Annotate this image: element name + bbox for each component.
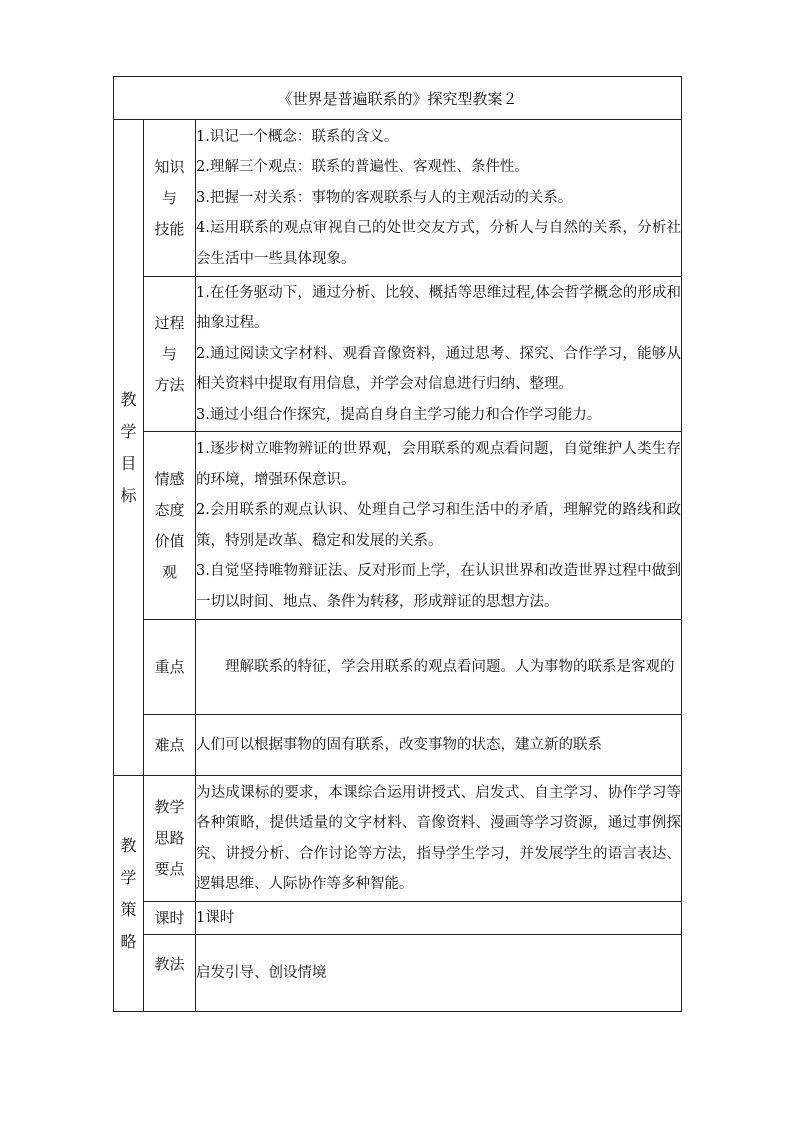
list-item: 3.自觉坚持唯物辩证法、反对形而上学，在认识世界和改造世界过程中做到一切以时间、地点、条件为转移，形成辩证的思想方法。	[196, 563, 682, 610]
teaching-approach-label: 教学 思路 要点	[144, 776, 196, 902]
approach-row	[114, 776, 682, 902]
table-title: 《世界是普遍联系的》探究型教案２	[114, 77, 682, 120]
emotion-attitude-values-label: 情感 态度 价值 观	[144, 432, 196, 620]
lesson-plan-table	[113, 76, 682, 1012]
list-item: 1.逐步树立唯物辨证的世界观，会用联系的观点看问题，自觉维护人类生存的环境，增强环保意识。	[196, 441, 682, 488]
process-row	[114, 277, 682, 432]
key-point-row	[114, 620, 682, 715]
teaching-strategy-header: 教 学 策 略	[114, 776, 144, 1012]
hours-row	[114, 902, 682, 935]
list-item: 2.通过阅读文字材料、观看音像资料，通过思考、探究、合作学习，能够从相关资料中提取有用信息，并学会对信息进行归纳、整理。	[196, 345, 682, 393]
class-hours-label: 课时	[144, 902, 196, 935]
emotion-attitude-values-content	[196, 432, 682, 620]
teaching-approach-content: 为达成课标的要求，本课综合运用讲授式、启发式、自主学习、协作学习等各种策略，提供适量的文字材料、音像资料、漫画等学习资源，通过事例探究、讲授分析、合作讨论等方法，指导学生学习，并发展学生的语言表达、逻辑思维、人际协作等多种智能。	[196, 776, 682, 902]
list-item: 1.识记一个概念：联系的含义。	[196, 128, 399, 145]
method-row	[114, 935, 682, 1012]
teaching-method-label: 教法	[144, 935, 196, 1012]
list-item: 4.运用联系的观点审视自己的处世交友方式，分析人与自然的关系，分析社会生活中一些具体现象。	[196, 220, 682, 267]
difficulty-label: 难点	[144, 715, 196, 776]
difficulty-content: 人们可以根据事物的固有联系，改变事物的状态，建立新的联系	[196, 715, 682, 776]
knowledge-skills-label: 知识 与 技能	[144, 120, 196, 277]
knowledge-skills-content	[196, 120, 682, 277]
knowledge-row	[114, 120, 682, 277]
emotion-row	[114, 432, 682, 620]
process-method-label: 过程 与 方法	[144, 277, 196, 432]
difficulty-row	[114, 715, 682, 776]
key-point-content: 理解联系的特征，学会用联系的观点看问题。人为事物的联系是客观的	[196, 620, 682, 715]
list-item: 3.把握一对关系：事物的客观联系与人的主观活动的关系。	[196, 189, 573, 206]
list-item: 2.理解三个观点：联系的普遍性、客观性、条件性。	[196, 159, 529, 176]
list-item: 3.通过小组合作探究，提高自身自主学习能力和合作学习能力。	[196, 406, 602, 423]
process-method-content	[196, 277, 682, 432]
list-item: 2.会用联系的观点认识、处理自己学习和生活中的矛盾，理解党的路线和政策，特别是改革、稳定和发展的关系。	[196, 502, 682, 549]
title-row	[114, 77, 682, 120]
class-hours-content: 1课时	[196, 902, 682, 935]
teaching-goals-header: 教 学 目 标	[114, 120, 144, 776]
teaching-method-content: 启发引导、创设情境	[196, 935, 682, 1012]
key-point-label: 重点	[144, 620, 196, 715]
list-item: 1.在任务驱动下，通过分析、比较、概括等思维过程,体会哲学概念的形成和抽象过程。	[196, 284, 682, 332]
